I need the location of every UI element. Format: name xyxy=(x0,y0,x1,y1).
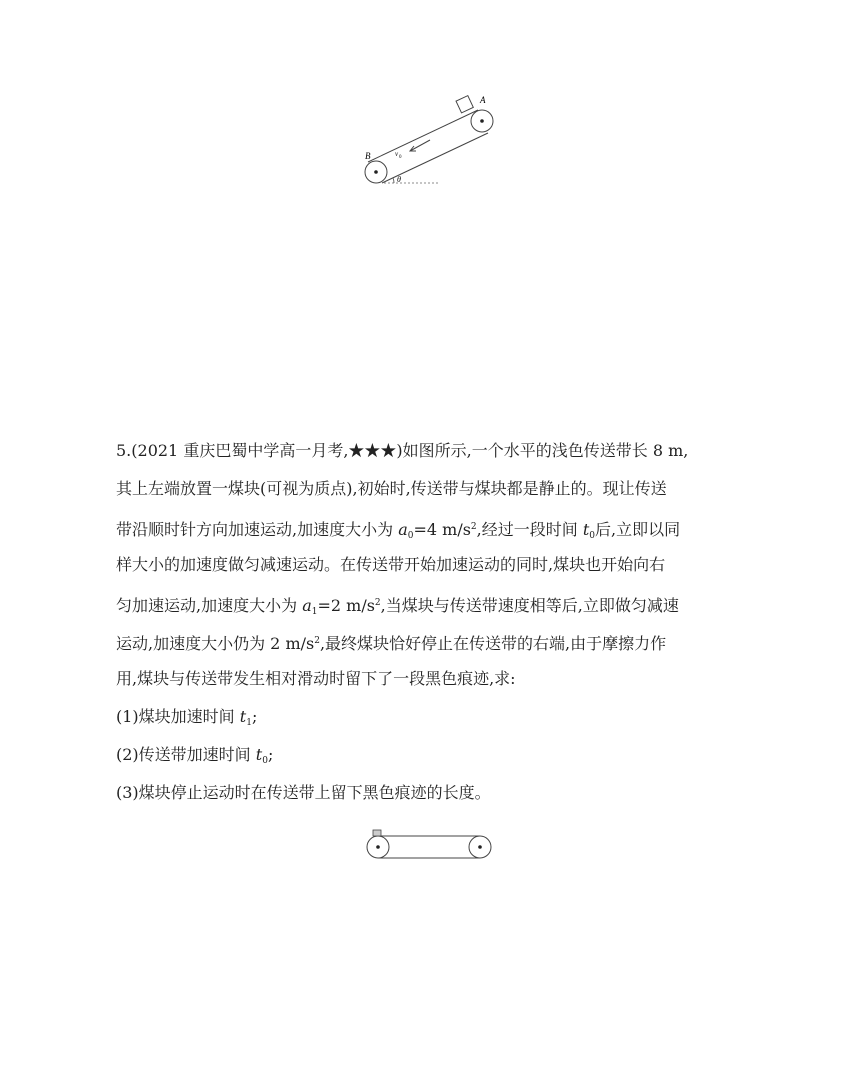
label-v-sub: 0 xyxy=(399,155,402,160)
problem-line-2 xyxy=(116,470,756,508)
var-t1-sub: 1 xyxy=(246,718,252,728)
label-angle: θ xyxy=(397,175,401,184)
stem-text-2: 其上左端放置一煤块(可视为质点),初始时,传送带与煤块都是静止的。现让传送 xyxy=(116,479,667,498)
right-pulley-axle xyxy=(478,845,482,849)
incline-conveyor-figure xyxy=(356,90,506,190)
pulley-a-axle xyxy=(480,119,484,123)
question-2 xyxy=(116,736,756,774)
stem-text-3c: =4 m/s xyxy=(413,520,471,539)
coal-block xyxy=(373,830,381,836)
var-t0: t xyxy=(582,520,590,539)
question-3-text: (3)煤块停止运动时在传送带上留下黑色痕迹的长度。 xyxy=(116,783,491,802)
label-b: B xyxy=(365,151,371,161)
problem-source: (2021 重庆巴蜀中学高一月考,★★★) xyxy=(131,441,403,460)
stem-text-6a: 运动,加速度大小仍为 2 m/s xyxy=(116,634,315,653)
stem-text-5c: =2 m/s xyxy=(317,596,375,615)
stem-text-1: 如图所示,一个水平的浅色传送带长 8 m, xyxy=(402,441,689,460)
var-a1: a xyxy=(302,596,312,615)
question-2-text: (2)传送带加速时间 xyxy=(116,745,256,764)
problem-5 xyxy=(116,432,756,812)
question-1-text: (1)煤块加速时间 xyxy=(116,707,240,726)
var-a0: a xyxy=(398,520,408,539)
stem-text-3a: 带沿顺时针方向加速运动,加速度大小为 xyxy=(116,520,399,539)
stem-text-4: 样大小的加速度做匀减速运动。在传送带开始加速运动的同时,煤块也开始向右 xyxy=(116,555,666,574)
stem-text-7: 用,煤块与传送带发生相对滑动时留下了一段黑色痕迹,求: xyxy=(116,669,516,688)
unit-sup-2: 2 xyxy=(374,598,381,608)
label-a: A xyxy=(480,95,486,105)
belt-top-edge xyxy=(368,110,478,162)
problem-line-6 xyxy=(116,622,756,660)
problem-line-7 xyxy=(116,660,756,698)
stem-text-6b: ,最终煤块恰好停止在传送带的右端,由于摩擦力作 xyxy=(319,634,667,653)
stem-text-3f: 后,立即以同 xyxy=(595,520,681,539)
unit-sup-1: 2 xyxy=(470,522,477,532)
label-v: v xyxy=(395,150,399,158)
stem-text-5d: ,当煤块与传送带速度相等后,立即做匀减速 xyxy=(380,596,679,615)
velocity-arrow xyxy=(410,140,430,151)
angle-arc xyxy=(393,178,394,183)
horizontal-conveyor-figure xyxy=(358,826,498,866)
problem-number: 5. xyxy=(116,441,132,460)
problem-line-3 xyxy=(116,508,756,546)
var-t0-q2-sub: 0 xyxy=(262,756,268,766)
question-1 xyxy=(116,698,756,736)
var-a1-sub: 1 xyxy=(311,607,318,617)
unit-sup-3: 2 xyxy=(314,636,320,646)
question-1-end: ; xyxy=(251,707,258,726)
left-pulley-axle xyxy=(376,845,380,849)
stem-text-3d: ,经过一段时间 xyxy=(476,520,583,539)
stem-text-5a: 匀加速运动,加速度大小为 xyxy=(116,596,303,615)
var-t0-q2: t xyxy=(255,745,263,764)
question-3 xyxy=(116,774,756,812)
var-a0-sub: 0 xyxy=(407,531,414,541)
var-t0-sub: 0 xyxy=(589,531,596,541)
block xyxy=(456,96,473,113)
pulley-b-axle xyxy=(374,170,378,174)
problem-line-4 xyxy=(116,546,756,584)
problem-line-5 xyxy=(116,584,756,622)
question-2-end: ; xyxy=(267,745,274,764)
problem-line-1 xyxy=(116,432,756,470)
var-t1: t xyxy=(239,707,247,726)
